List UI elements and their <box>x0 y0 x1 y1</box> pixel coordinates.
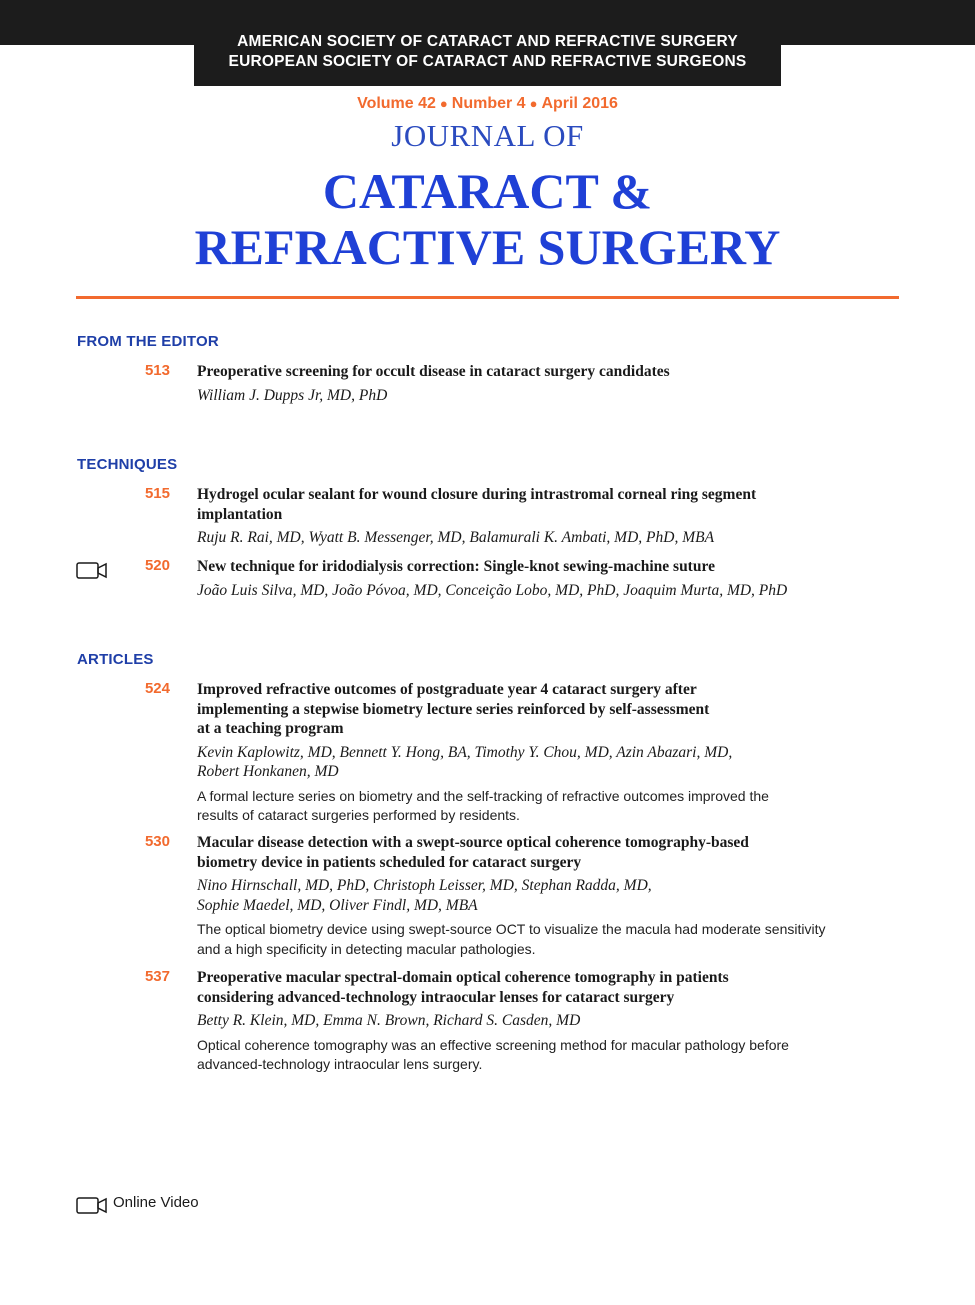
issue-date: April 2016 <box>541 95 618 112</box>
online-video-legend: Online Video <box>113 1194 199 1211</box>
page-number: 520 <box>144 557 170 574</box>
article-title[interactable]: Preoperative macular spectral-domain optical coherence tomography in patients considering advanced-technology intraocular lenses for cataract surgery <box>197 969 729 1006</box>
article-title[interactable]: Hydrogel ocular sealant for wound closure during intrastromal corneal ring segment implantation <box>197 486 757 523</box>
page-number: 513 <box>144 362 170 379</box>
journal-title-line-2: REFRACTIVE SURGERY <box>194 219 781 275</box>
article-summary: The optical biometry device using swept-source OCT to visualize the macula had moderate sensitivity and a high specificity in detecting macular pathologies. <box>197 921 826 957</box>
article-authors <box>197 743 837 782</box>
article-summary: A formal lecture series on biometry and the self-tracking of refractive outcomes improved the results of cataract surgeries performed by residents. <box>197 787 769 823</box>
title-line: at a teaching program <box>197 720 344 737</box>
title-line: Improved refractive outcomes of postgraduate year 4 cataract surgery after <box>197 681 697 698</box>
article-authors: William J. Dupps Jr, MD, PhD <box>197 386 388 404</box>
orange-divider <box>76 296 899 299</box>
journal-title-line-1: CATARACT & <box>322 163 653 219</box>
article-authors <box>197 876 807 915</box>
page-number: 530 <box>144 833 170 850</box>
author-line: Robert Honkanen, MD <box>197 763 339 780</box>
volume: Volume 42 <box>357 95 436 112</box>
issue-info <box>0 95 975 113</box>
section-heading-articles: ARTICLES <box>77 651 154 668</box>
section-heading-techniques: TECHNIQUES <box>77 456 178 473</box>
page-number: 524 <box>144 680 170 697</box>
article-title[interactable] <box>197 680 837 739</box>
article-authors: Betty R. Klein, MD, Emma N. Brown, Richard S. Casden, MD <box>197 1012 581 1029</box>
separator-dot: ● <box>529 96 538 111</box>
article-authors: João Luis Silva, MD, João Póvoa, MD, Conceição Lobo, MD, PhD, Joaquim Murta, MD, PhD <box>197 581 788 599</box>
article-title[interactable]: Macular disease detection with a swept-source optical coherence tomography-based biometry device in patients scheduled for cataract surgery <box>197 834 749 871</box>
author-line: Nino Hirnschall, MD, PhD, Christoph Leisser, MD, Stephan Radda, MD, <box>197 877 652 894</box>
article-title[interactable]: New technique for iridodialysis correction: Single-knot sewing-machine suture <box>197 558 715 575</box>
article-title[interactable]: Preoperative screening for occult disease in cataract surgery candidates <box>197 363 670 380</box>
issue-number: Number 4 <box>451 95 526 112</box>
article-authors: Ruju R. Rai, MD, Wyatt B. Messenger, MD, Balamurali K. Ambati, MD, PhD, MBA <box>197 529 715 546</box>
article-summary: Optical coherence tomography was an effective screening method for macular pathology before advanced-technology intraocular lens surgery. <box>197 1036 789 1072</box>
page-number: 515 <box>144 485 170 502</box>
author-line: Kevin Kaplowitz, MD, Bennett Y. Hong, BA, Timothy Y. Chou, MD, Azin Abazari, MD, <box>197 743 733 761</box>
section-heading-editor: FROM THE EDITOR <box>77 333 219 350</box>
author-line: Sophie Maedel, MD, Oliver Findl, MD, MBA <box>197 896 478 914</box>
page-number: 537 <box>144 968 170 985</box>
separator-dot: ● <box>439 96 448 111</box>
society-banner <box>194 26 781 86</box>
journal-of-label: JOURNAL OF <box>391 118 584 153</box>
title-line: implementing a stepwise biometry lecture series reinforced by self-assessment <box>197 700 710 718</box>
society-line-1: AMERICAN SOCIETY OF CATARACT AND REFRACTIVE SURGERY <box>237 33 738 50</box>
video-camera-icon <box>76 560 108 582</box>
society-line-2: EUROPEAN SOCIETY OF CATARACT AND REFRACTIVE SURGEONS <box>228 53 747 70</box>
video-camera-icon <box>76 1195 108 1217</box>
